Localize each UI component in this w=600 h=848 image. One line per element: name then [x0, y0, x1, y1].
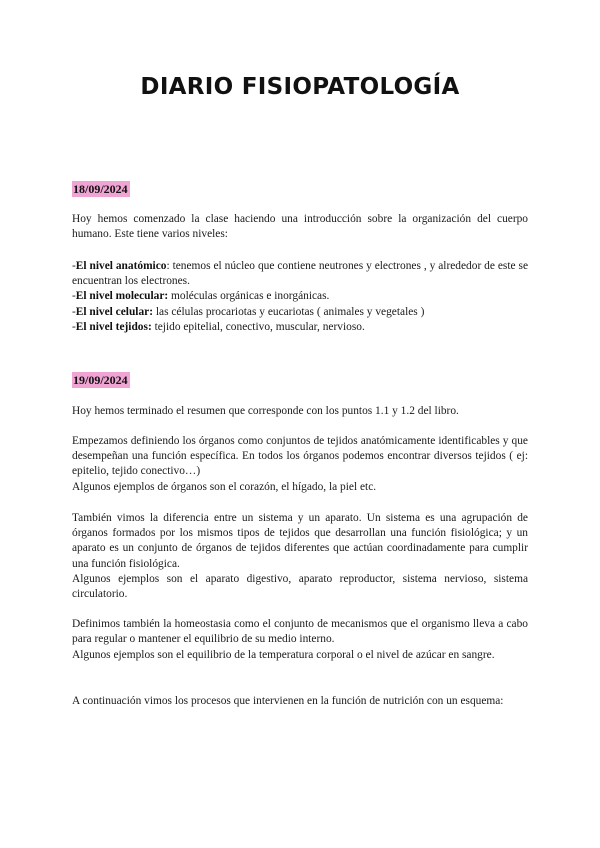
paragraph: A continuación vimos los procesos que intervienen en la función de nutrición con un esquema:	[72, 695, 504, 707]
entry-date: 18/09/2024	[73, 182, 128, 196]
bullet-dash: -	[72, 290, 76, 303]
bullet-dash: -	[72, 320, 76, 333]
level-label: El nivel molecular:	[75, 290, 169, 303]
level-text: tejido epitelial, conectivo, muscular, nervioso.	[151, 320, 365, 333]
paragraph: Empezamos definiendo los órganos como conjuntos de tejidos anatómicamente identificables y que desempeñan una función específica. En todos los órganos podemos encontrar diversos tejidos ( ej: epitelio, tejido conectivo…)	[72, 435, 528, 478]
level-text: moléculas orgánicas e inorgánicas.	[168, 290, 330, 303]
level-item	[72, 289, 528, 304]
levels-list	[72, 259, 528, 335]
paragraph: Algunos ejemplos son el equilibrio de la temperatura corporal o el nivel de azúcar en sangre.	[72, 649, 495, 661]
level-item	[72, 305, 528, 320]
level-item	[72, 259, 528, 289]
paragraph: Definimos también la homeostasia como el conjunto de mecanismos que el organismo lleva a cabo para regular o mantener el equilibrio de su medio interno.	[72, 618, 528, 646]
paragraph: Algunos ejemplos son el aparato digestivo, aparato reproductor, sistema nervioso, sistema circulatorio.	[72, 573, 528, 601]
level-text: : tenemos el núcleo que contiene neutrones y electrones , y alrededor de este se encuentran los electrones.	[72, 260, 529, 288]
entry-intro: Hoy hemos comenzado la clase haciendo una introducción sobre la organización del cuerpo humano. Este tiene varios niveles:	[72, 213, 528, 241]
bullet-dash: -	[72, 260, 76, 272]
level-label: El nivel tejidos:	[75, 320, 152, 333]
level-item	[72, 320, 528, 335]
level-text: las células procariotas y eucariotas ( animales y vegetales )	[153, 305, 425, 318]
page-title: DIARIO FISIOPATOLOGÍA	[140, 74, 460, 100]
paragraph: También vimos la diferencia entre un sistema y un aparato. Un sistema es una agrupación de órganos formados por los mismos tipos de tejidos que desarrollan una función fisiológica; y un aparato es un conjunto de órganos de tejidos diferentes que actúan coordinadamente para cumplir una función fisiológica.	[72, 512, 528, 570]
level-label: El nivel anatómico	[75, 260, 167, 272]
paragraph: Hoy hemos terminado el resumen que corresponde con los puntos 1.1 y 1.2 del libro.	[72, 405, 459, 417]
level-label: El nivel celular:	[75, 305, 153, 318]
entry-date: 19/09/2024	[73, 373, 128, 387]
bullet-dash: -	[72, 305, 76, 318]
paragraph: Algunos ejemplos de órganos son el corazón, el hígado, la piel etc.	[72, 481, 377, 493]
